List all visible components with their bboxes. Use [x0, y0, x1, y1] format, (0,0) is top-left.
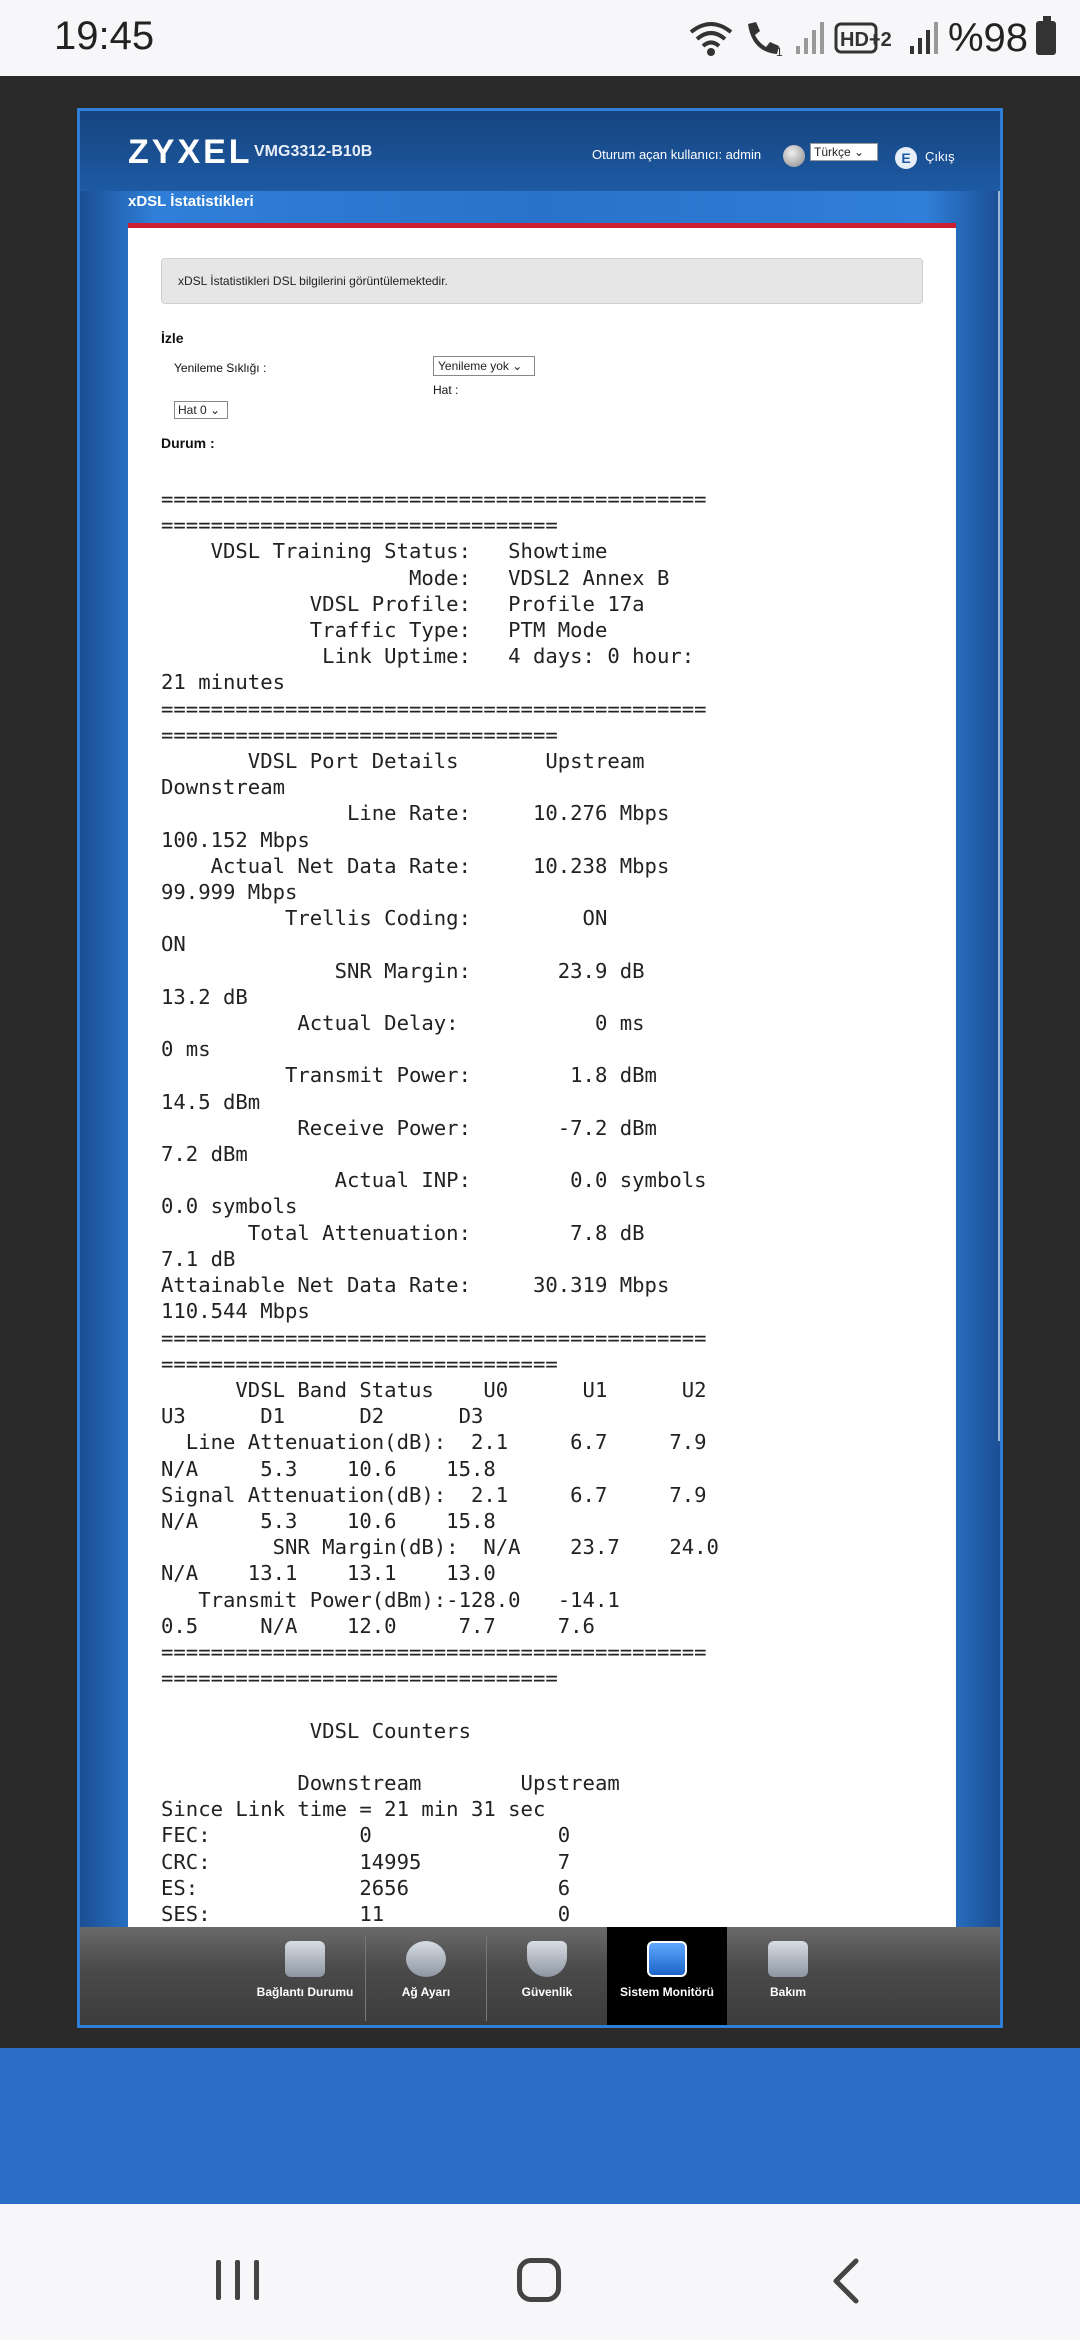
chevron-down-icon: ⌄	[210, 403, 221, 417]
status-time: 19:45	[54, 14, 155, 58]
router-bottom-nav	[80, 1927, 1000, 2028]
battery-icon	[1036, 21, 1056, 55]
line-select[interactable]	[174, 401, 228, 419]
status-bar	[0, 0, 1080, 76]
security-shield-icon	[527, 1941, 567, 1977]
hd-voice-icon	[834, 18, 900, 58]
info-banner: xDSL İstatistikleri DSL bilgilerini görüntülemektedir.	[161, 258, 923, 304]
nav-system-monitor[interactable]	[607, 1927, 727, 2025]
nav-security[interactable]	[487, 1927, 607, 2025]
wifi-call-sub: 1	[775, 45, 783, 58]
chevron-down-icon: ⌄	[854, 145, 865, 159]
system-monitor-icon	[647, 1941, 687, 1977]
monitor-heading: İzle	[161, 330, 184, 346]
router-header	[80, 111, 1000, 191]
wifi-icon	[688, 18, 734, 58]
language-select[interactable]	[810, 143, 878, 161]
nav-network-settings[interactable]	[366, 1927, 486, 2025]
recents-button[interactable]	[216, 2260, 260, 2300]
android-nav-bar	[0, 2204, 1080, 2340]
hd-voice-label: HD+2	[839, 29, 892, 51]
network-settings-icon	[406, 1941, 446, 1977]
nav-label: Sistem Monitörü	[619, 1985, 714, 1999]
status-icons	[688, 14, 1056, 62]
language-value: Türkçe	[814, 145, 851, 159]
login-user-label: Oturum açan kullanıcı: admin	[592, 147, 762, 162]
connection-status-icon	[285, 1941, 325, 1977]
wifi-call-icon	[742, 18, 786, 58]
nav-label: Bakım	[769, 1985, 807, 1999]
user-icon	[783, 145, 805, 167]
nav-label: Güvenlik	[521, 1985, 573, 1999]
router-web-ui	[77, 108, 1003, 2028]
nav-label: Bağlantı Durumu	[256, 1985, 354, 1999]
home-button[interactable]	[517, 2258, 561, 2302]
status-heading: Durum :	[161, 435, 215, 451]
page-title: xDSL İstatistikleri	[128, 193, 254, 210]
content-panel	[128, 223, 956, 2028]
refresh-rate-value: Yenileme yok	[438, 359, 509, 373]
scrollbar[interactable]	[998, 191, 1003, 1441]
chevron-down-icon: ⌄	[512, 359, 523, 373]
zyxel-logo: ZYXEL	[128, 133, 253, 171]
line-value: Hat 0	[178, 403, 207, 417]
battery-percent: %98	[947, 15, 1028, 60]
model-name: VMG3312-B10B	[254, 143, 373, 160]
refresh-rate-label: Yenileme Sıklığı :	[174, 361, 267, 375]
maintenance-icon	[768, 1941, 808, 1977]
logout-link[interactable]: Çıkış	[925, 149, 955, 164]
signal-icon	[794, 18, 826, 58]
signal-icon	[908, 18, 940, 58]
line-label: Hat :	[433, 383, 459, 397]
nav-maintenance[interactable]	[728, 1927, 848, 2025]
nav-label: Ağ Ayarı	[401, 1985, 451, 1999]
refresh-rate-select[interactable]	[433, 356, 535, 376]
logout-icon[interactable]: E	[895, 147, 917, 169]
nav-connection-status[interactable]	[245, 1927, 365, 2025]
xdsl-stats-output: ============================================ ================================ VDSL Training Status: Showtime Mode: VDSL2 Annex B VDSL Profile: Profile 17a Traffic Type: PTM Mode Link Uptime: 4 days: 0 hour: 21 minutes ============================================ ================================ VDSL Port Details Upstream Downstream Line Rate: 10.276 Mbps 100.152 Mbps Actual Net Data Rate: 10.238 Mbps 99.999 Mbps Trellis Coding: ON ON SNR Margin: 23.9 dB 13.2 dB Actual Delay: 0 ms 0 ms Transmit Power: 1.8 dBm 14.5 dBm Receive Power: -7.2 dBm 7.2 dBm Actual INP: 0.0 symbols 0.0 symbols Total Attenuation: 7.8 dB 7.1 dB Attainable Net Data Rate: 30.319 Mbps 110.544 Mbps ============================================ ================================ VDSL Band Status U0 U1 U2 U3 D1 D2 D3 Line Attenuation(dB): 2.1 6.7 7.9 N/A 5.3 10.6 15.8 Signal Attenuation(dB): 2.1 6.7 7.9 N/A 5.3 10.6 15.8 SNR Margin(dB): N/A 23.7 24.0 N/A 13.1 13.1 13.0 Transmit Power(dBm):-128.0 -14.1 0.5 N/A 12.0 7.7 7.6 ============================================ ================================ VDSL Counters Downstream Upstream Since Link time = 21 min 31 sec FEC: 0 0 CRC: 14995 7 ES: 2656 6 SES: 11 0	[161, 487, 719, 1926]
back-button[interactable]	[830, 2258, 860, 2304]
page-footer-band	[0, 2048, 1080, 2204]
